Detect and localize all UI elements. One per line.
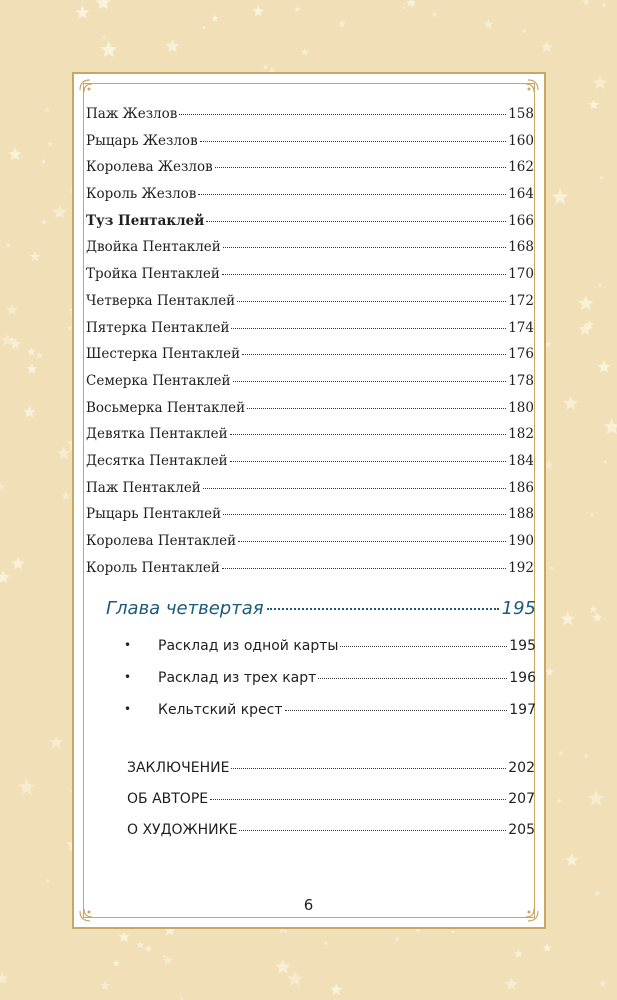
star-icon xyxy=(48,141,54,147)
star-icon xyxy=(163,954,167,958)
star-icon xyxy=(588,790,604,805)
dot-leader xyxy=(231,328,506,329)
star-icon xyxy=(136,940,145,948)
star-icon xyxy=(30,251,40,261)
star-icon xyxy=(603,460,607,464)
dot-leader xyxy=(200,141,507,142)
star-icon xyxy=(522,29,526,33)
dot-leader xyxy=(210,799,506,800)
toc-entry[interactable] xyxy=(86,213,534,240)
star-icon xyxy=(543,943,552,952)
subentry-title: Расклад из одной карты xyxy=(158,638,339,654)
chapter-subentry[interactable] xyxy=(124,702,536,718)
toc-entry[interactable] xyxy=(86,480,534,507)
toc-entry-title: Девятка Пентаклей xyxy=(86,426,228,443)
toc-entry-title: Восьмерка Пентаклей xyxy=(86,399,246,416)
toc-entry-title: Семерка Пентаклей xyxy=(86,372,231,389)
dot-leader xyxy=(215,167,507,168)
bullet-icon: • xyxy=(124,702,132,716)
end-section-page: 207 xyxy=(508,791,535,807)
star-icon xyxy=(6,304,18,315)
star-icon xyxy=(202,25,207,29)
toc-entry[interactable] xyxy=(86,266,534,293)
dot-leader xyxy=(239,830,506,831)
dot-leader xyxy=(230,434,507,435)
end-section-title: ЗАКЛЮЧЕНИЕ xyxy=(127,760,230,776)
star-icon xyxy=(61,492,70,501)
toc-entry-page: 180 xyxy=(508,399,534,416)
toc-entry-title: Десятка Пентаклей xyxy=(86,452,228,469)
toc-entry-title: Королева Жезлов xyxy=(86,159,213,176)
star-icon xyxy=(23,406,36,418)
star-icon xyxy=(118,931,130,942)
star-icon xyxy=(96,0,111,9)
bullet-icon: • xyxy=(124,670,132,684)
toc-entry-page: 170 xyxy=(508,266,534,283)
toc-entry-page: 168 xyxy=(508,239,534,256)
star-icon xyxy=(0,482,5,491)
star-icon xyxy=(589,605,597,613)
dot-leader xyxy=(233,381,507,382)
toc-entry-title: Королева Пентаклей xyxy=(86,533,237,549)
toc-entry-page: 166 xyxy=(508,212,534,229)
star-icon xyxy=(545,668,554,676)
star-icon xyxy=(253,6,265,17)
star-icon xyxy=(557,798,562,803)
page-number: 6 xyxy=(303,896,314,914)
subentry-title: Кельтский крест xyxy=(158,702,283,718)
star-icon xyxy=(145,945,152,952)
dot-leader xyxy=(247,408,506,409)
toc-entry-page: 182 xyxy=(508,426,534,443)
subentry-page: 195 xyxy=(509,638,536,654)
star-icon xyxy=(599,980,606,987)
end-section-title: О ХУДОЖНИКЕ xyxy=(127,822,238,838)
star-icon xyxy=(552,189,568,205)
star-icon xyxy=(275,959,291,974)
toc-entry-title: Рыцарь Пентаклей xyxy=(86,506,222,523)
toc-entry-title: Паж Жезлов xyxy=(86,106,178,122)
star-icon xyxy=(8,148,21,161)
bullet-icon: • xyxy=(124,638,132,652)
dot-leader xyxy=(318,678,507,679)
toc-entry-title: Пятерка Пентаклей xyxy=(86,319,230,336)
dot-leader xyxy=(267,608,499,610)
toc-entry-page: 174 xyxy=(508,319,534,336)
star-icon xyxy=(602,3,607,8)
star-icon xyxy=(604,419,617,435)
dot-leader xyxy=(242,354,506,355)
star-icon xyxy=(263,65,268,70)
dot-leader xyxy=(222,568,506,569)
toc-entry[interactable] xyxy=(86,373,534,400)
end-section-page: 202 xyxy=(508,760,535,776)
toc-entry-title: Паж Пентаклей xyxy=(86,479,201,496)
end-section-entry[interactable] xyxy=(127,822,535,838)
star-icon xyxy=(504,977,518,990)
star-icon xyxy=(584,754,589,759)
dot-leader xyxy=(198,194,506,195)
toc-entry-page: 164 xyxy=(508,186,534,203)
star-icon xyxy=(578,295,594,310)
toc-entry[interactable] xyxy=(86,186,534,213)
dot-leader xyxy=(230,461,507,462)
star-icon xyxy=(593,75,608,89)
toc-entry-title: Четверка Пентаклей xyxy=(86,292,236,309)
dot-leader xyxy=(285,710,508,711)
subentry-page: 197 xyxy=(509,702,536,718)
star-icon xyxy=(597,360,610,373)
star-icon xyxy=(599,175,605,180)
chapter-page: 195 xyxy=(501,598,536,619)
star-icon xyxy=(0,972,8,984)
toc-entry[interactable] xyxy=(86,453,534,480)
toc-entry[interactable] xyxy=(86,133,534,160)
star-icon xyxy=(561,612,575,626)
star-icon xyxy=(113,960,120,967)
dot-leader xyxy=(179,114,506,115)
dot-leader xyxy=(223,247,506,248)
star-icon xyxy=(549,566,554,571)
corner-ornament-icon xyxy=(518,78,540,100)
toc-entry-page: 186 xyxy=(508,479,534,496)
star-icon xyxy=(330,984,342,996)
star-icon xyxy=(563,396,578,410)
toc-entry[interactable] xyxy=(86,533,534,560)
star-icon xyxy=(590,512,594,516)
star-icon xyxy=(27,347,36,355)
dot-leader xyxy=(203,488,506,489)
star-icon xyxy=(338,20,346,28)
toc-entry-page: 192 xyxy=(508,559,534,576)
toc-entry[interactable] xyxy=(86,346,534,373)
chapter-heading[interactable] xyxy=(106,598,536,619)
toc-entry[interactable] xyxy=(86,400,534,427)
star-icon xyxy=(432,12,438,17)
toc-entry[interactable] xyxy=(86,426,534,453)
star-icon xyxy=(45,879,50,884)
toc-entry-page: 178 xyxy=(508,372,534,389)
star-icon xyxy=(541,41,554,53)
star-icon xyxy=(49,736,63,749)
chapter-subentry[interactable] xyxy=(124,638,536,654)
dot-leader xyxy=(340,646,507,647)
subentry-title: Расклад из трех карт xyxy=(158,670,317,686)
toc-entry-title: Тройка Пентаклей xyxy=(86,266,220,283)
subentry-page: 196 xyxy=(509,670,536,686)
star-icon xyxy=(27,364,37,374)
toc-entry[interactable] xyxy=(86,106,534,133)
toc-entry[interactable] xyxy=(86,320,534,347)
star-icon xyxy=(483,19,493,29)
star-icon xyxy=(76,6,90,19)
star-icon xyxy=(100,981,110,990)
toc-list xyxy=(86,106,534,586)
toc-entry-page: 172 xyxy=(508,292,534,309)
toc-entry-title: Туз Пентаклей xyxy=(86,212,205,229)
star-icon xyxy=(323,941,328,946)
toc-entry-page: 176 xyxy=(508,346,534,363)
toc-entry[interactable] xyxy=(86,560,534,587)
end-section-page: 205 xyxy=(508,822,535,838)
toc-entry[interactable] xyxy=(86,239,534,266)
toc-entry-title: Рыцарь Жезлов xyxy=(86,132,198,149)
toc-entry-title: Король Жезлов xyxy=(86,186,197,203)
end-section-title: ОБ АВТОРЕ xyxy=(127,791,209,807)
star-icon xyxy=(211,15,218,22)
star-icon xyxy=(52,205,67,219)
toc-entry-title: Шестерка Пентаклей xyxy=(86,346,241,363)
end-section-entry[interactable] xyxy=(127,760,535,776)
dot-leader xyxy=(223,514,506,515)
toc-entry-page: 188 xyxy=(508,506,534,523)
star-icon xyxy=(166,39,180,52)
star-icon xyxy=(402,6,406,10)
chapter-subentry[interactable] xyxy=(124,670,536,686)
star-icon xyxy=(395,937,400,942)
star-icon xyxy=(36,352,43,359)
corner-ornament-icon xyxy=(78,78,100,100)
toc-entry[interactable] xyxy=(86,159,534,186)
toc-entry-title: Двойка Пентаклей xyxy=(86,239,221,256)
star-icon xyxy=(41,159,46,164)
star-icon xyxy=(451,930,455,934)
star-icon xyxy=(287,971,303,986)
chapter-title: Глава четвертая xyxy=(106,598,264,619)
end-section-entry[interactable] xyxy=(127,791,535,807)
star-icon xyxy=(514,949,523,958)
star-icon xyxy=(41,219,47,225)
star-icon xyxy=(592,612,602,622)
star-icon xyxy=(301,48,309,55)
toc-entry-page: 184 xyxy=(508,452,534,469)
star-icon xyxy=(295,6,301,12)
star-icon xyxy=(57,446,71,459)
star-icon xyxy=(589,100,599,110)
star-icon xyxy=(6,243,11,248)
toc-entry-page: 190 xyxy=(508,533,534,549)
star-icon xyxy=(180,997,184,1000)
dot-leader xyxy=(206,221,506,222)
dot-leader xyxy=(238,541,506,542)
star-icon xyxy=(565,853,579,866)
toc-entry[interactable] xyxy=(86,506,534,533)
star-icon xyxy=(101,42,117,58)
star-icon xyxy=(582,0,590,5)
dot-leader xyxy=(222,274,506,275)
star-icon xyxy=(12,557,25,570)
dot-leader xyxy=(231,768,506,769)
toc-entry-page: 158 xyxy=(508,106,534,122)
dot-leader xyxy=(237,301,506,302)
star-icon xyxy=(0,570,10,583)
toc-entry-title: Король Пентаклей xyxy=(86,559,220,576)
star-icon xyxy=(558,750,564,756)
toc-entry-page: 162 xyxy=(508,159,534,176)
star-icon xyxy=(597,283,602,288)
toc-entry[interactable] xyxy=(86,293,534,320)
star-icon xyxy=(102,35,107,40)
toc-entry-page: 160 xyxy=(508,132,534,149)
star-icon xyxy=(44,106,50,112)
star-icon xyxy=(18,779,35,795)
